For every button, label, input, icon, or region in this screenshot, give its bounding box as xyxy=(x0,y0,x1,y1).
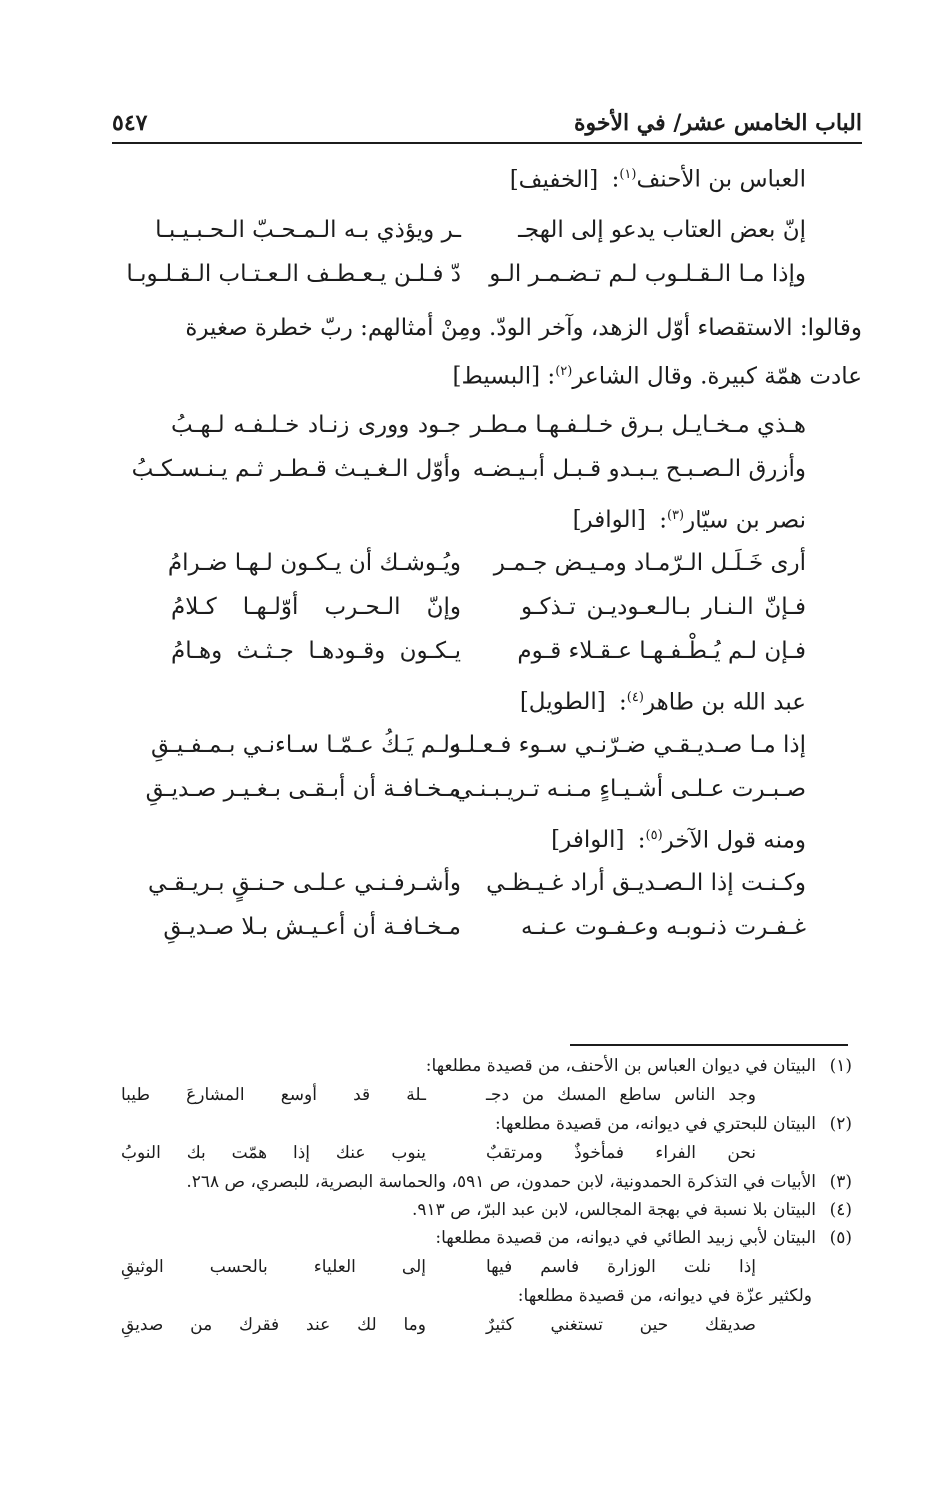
verse-line xyxy=(95,905,862,949)
first-hemistich: هـذي مـخـايـل بـرق خـلـفـهـا مـطـر xyxy=(470,411,806,438)
verse-line xyxy=(95,767,862,811)
verse-line xyxy=(95,629,862,673)
first-hemistich: صـبـرت عـلـى أشـيـاءٍ مـنـه تـريـبـنـي xyxy=(454,775,806,802)
meter-label: : [البسيط] xyxy=(452,363,556,390)
second-hemistich: وأشـرفـنـي عـلـى حـنـقٍ بـريـقـي xyxy=(147,869,461,896)
footnote xyxy=(88,1110,852,1138)
poet-name: العباس بن الأحنف xyxy=(636,166,806,193)
second-hemistich: ـر ويؤذي بـه الـمـحـبّ الـحـبـيـبـا xyxy=(155,217,461,243)
prose-paragraph xyxy=(95,306,862,399)
first-hemistich: غـفـرت ذنـوبـه وعـفـوت عـنـه xyxy=(521,913,806,940)
first-hemistich: إذا نلت الوزارة فاسم فيها xyxy=(486,1257,756,1277)
footnote-rule xyxy=(570,1044,848,1046)
footnote-text: البيتان بلا نسبة في بهجة المجالس، لابن عبد البرّ، ص ٩١٣. xyxy=(411,1200,816,1220)
footnote-verse xyxy=(88,1252,852,1282)
first-hemistich: فـإنّ الـنـار بـالـعـوديـن تـذكـو xyxy=(521,593,806,620)
verse-line xyxy=(95,252,862,296)
footnote xyxy=(88,1168,852,1196)
footnote-ref: (٥) xyxy=(645,827,663,843)
meter-label: [الوافر] xyxy=(551,827,625,854)
poem-attribution xyxy=(95,811,862,861)
footnote-ref: (١) xyxy=(619,167,637,182)
second-hemistich: ويُـوشـك أن يـكـون لـهـا ضـرامُ xyxy=(167,549,461,576)
poet-name: عبد الله بن طاهر xyxy=(643,689,806,716)
footnotes xyxy=(88,1052,852,1340)
footnote-number: (٢) xyxy=(829,1114,852,1134)
footnote xyxy=(88,1224,852,1252)
footnote-ref: (٣) xyxy=(666,507,685,523)
verse-line xyxy=(95,541,862,585)
footnote-number: (٥) xyxy=(829,1228,852,1248)
footnote-text: البيتان في ديوان العباس بن الأحنف، من قصيدة مطلعها: xyxy=(425,1056,816,1076)
footnote-text: ولكثير عزّة في ديوانه، من قصيدة مطلعها: xyxy=(517,1286,812,1306)
second-hemistich: ينوب عنك إذا همّت بك النوبُ xyxy=(121,1143,426,1163)
running-title: الباب الخامس عشر/ في الأخوة xyxy=(574,110,862,136)
footnote-ref: (٢) xyxy=(555,364,573,379)
second-hemistich: ـلة قد أوسع المشارعَ طيبا xyxy=(121,1085,426,1105)
meter-label: [الطويل] xyxy=(519,689,606,716)
second-hemistich: وأوّل الـغـيـث قـطـر ثـم يـنـسـكـبُ xyxy=(131,455,461,482)
second-hemistich: وإنّ الـحـرب أوّلـهـا كـلامُ xyxy=(171,593,461,620)
poem-attribution xyxy=(95,150,862,200)
verse-line xyxy=(95,723,862,767)
footnote-text: البيتان للبحتري في ديوانه، من قصيدة مطلعها: xyxy=(494,1114,816,1134)
first-hemistich: صديقك حين تستغني كثيرٌ xyxy=(486,1315,756,1335)
verse-line xyxy=(95,403,862,447)
second-hemistich: وما لك عند فقرك من صديقِ xyxy=(121,1315,426,1335)
verse-line xyxy=(95,585,862,629)
first-hemistich: وأزرق الـصـبـح يـبـدو قـبـل أبـيـضـه xyxy=(472,455,806,482)
page-number: ٥٤٧ xyxy=(112,110,148,136)
poet-name: نصر بن سيّار xyxy=(684,507,806,534)
main-text xyxy=(95,150,862,949)
first-hemistich: إذا مـا صـديـقـي ضـرّنـي سـوء فـعـلـه xyxy=(449,731,806,758)
footnote-verse xyxy=(88,1138,852,1168)
second-hemistich: مـخـافـة أن أبـقـى بـغـيـر صـديـقِ xyxy=(145,775,461,802)
footnote-verse xyxy=(88,1310,852,1340)
footnote-text: الأبيات في التذكرة الحمدونية، لابن حمدون، ص ٥٩١، والحماسة البصرية، للبصري، ص ٢٦٨. xyxy=(186,1172,816,1192)
prose-line: وقالوا: الاستقصاء أوّل الزهد، وآخر الودّ. ومِنْ أمثالهم: ربّ خطرة صغيرة xyxy=(185,315,862,341)
separator: : xyxy=(659,507,667,534)
footnote-number: (١) xyxy=(829,1056,852,1076)
meter-label: [الخفيف] xyxy=(509,166,599,193)
second-hemistich: مـخـافـة أن أعـيـش بـلا صـديـقِ xyxy=(163,913,461,940)
first-hemistich: إنّ بعض العتاب يدعو إلى الهجـ xyxy=(518,217,806,243)
meter-label: [الوافر] xyxy=(572,507,646,534)
footnote xyxy=(88,1052,852,1080)
poem-attribution xyxy=(95,673,862,723)
prose-line: عادت همّة كبيرة. وقال الشاعر xyxy=(572,363,862,390)
first-hemistich: نحن الفراء فمأخوذٌ ومرتقبٌ xyxy=(486,1143,756,1163)
page-header xyxy=(112,96,862,136)
second-hemistich: جـود وورى زنـاد خـلـفـه لـهـبُ xyxy=(171,411,461,438)
first-hemistich: فـإن لـم يُـطْـفـهـا عـقـلاء قـوم xyxy=(517,637,806,664)
second-hemistich: يـكـون وقـودهـا جـثـث وهـامُ xyxy=(171,637,461,664)
footnote-verse xyxy=(88,1080,852,1110)
first-hemistich: وكـنـت إذا الـصـديـق أراد غـيـظـي xyxy=(486,869,806,896)
second-hemistich: دّ فـلـن يـعـطـف الـعـتـاب الـقـلـوبـا xyxy=(126,261,461,287)
second-hemistich: إلى العلياء بالحسب الوثيقِ xyxy=(121,1257,426,1277)
first-hemistich: وجد الناس ساطع المسك من دجـ xyxy=(486,1085,756,1105)
footnote xyxy=(88,1196,852,1224)
first-hemistich: وإذا مـا الـقـلـوب لـم تـضـمـر الـو xyxy=(489,261,806,287)
second-hemistich: ولـم يَـكُ عـمّـا سـاءنـي بـمـفـيـقِ xyxy=(151,731,461,758)
poet-name: ومنه قول الآخر xyxy=(662,827,806,854)
separator: : xyxy=(619,689,627,716)
verse-line xyxy=(95,447,862,491)
verse-line xyxy=(95,208,862,252)
separator: : xyxy=(611,166,620,193)
footnote-number: (٤) xyxy=(829,1200,852,1220)
footnote-text: البيتان لأبي زبيد الطائي في ديوانه، من قصيدة مطلعها: xyxy=(435,1228,816,1248)
header-rule xyxy=(112,142,862,144)
verse-line xyxy=(95,861,862,905)
footnote-ref: (٤) xyxy=(626,689,644,705)
separator: : xyxy=(637,827,646,854)
poem-attribution xyxy=(95,491,862,541)
footnote-number: (٣) xyxy=(829,1172,852,1192)
first-hemistich: أرى خَـلَـل الـرّمـاد ومـيـض جـمـر xyxy=(493,549,806,576)
